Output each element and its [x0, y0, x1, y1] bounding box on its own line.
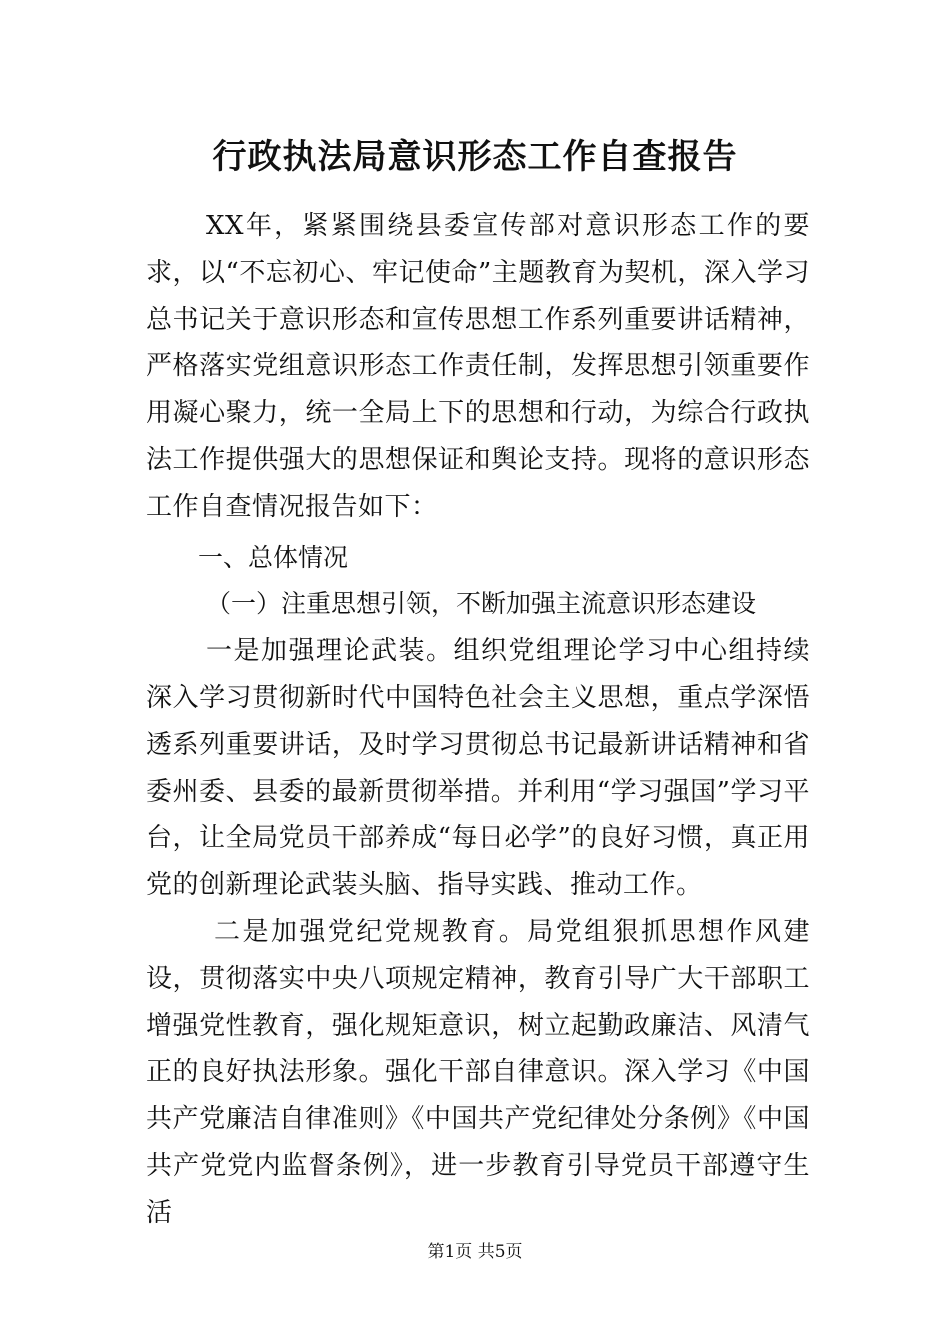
- section-heading: 一、总体情况: [198, 542, 349, 572]
- body-paragraph: 一是加强理论武装。组织党组理论学习中心组持续深入学习贯彻新时代中国特色社会主义思想，重点学深悟透系列重要讲话，及时学习贯彻总书记最新讲话精神和省委州委、县委的最新贯彻举措。并利用“学习强国”学习平台，让全局党员干部养成“每日必学”的良好习惯，真正用党的创新理论武装头脑、指导实践、推动工作。: [146, 636, 810, 901]
- document-body: [146, 203, 810, 1237]
- intro-paragraph: XX年，紧紧围绕县委宣传部对意识形态工作的要求，以“不忘初心、牢记使命”主题教育为契机，深入学习总书记关于意识形态和宣传思想工作系列重要讲话精神，严格落实党组意识形态工作责任制，发挥思想引领重要作用凝心聚力，统一全局上下的思想和行动，为综合行政执法工作提供强大的思想保证和舆论支持。现将的意识形态工作自查情况报告如下：: [146, 211, 810, 522]
- page-number-footer: 第1页 共5页: [427, 1242, 523, 1262]
- document-title: 行政执法局意识形态工作自查报告: [212, 137, 738, 177]
- subsection-heading: （一）注重思想引领，不断加强主流意识形态建设: [206, 589, 757, 619]
- body-paragraph: 二是加强党纪党规教育。局党组狠抓思想作风建设，贯彻落实中央八项规定精神，教育引导广大干部职工增强党性教育，强化规矩意识，树立起勤政廉洁、风清气正的良好执法形象。强化干部自律意识。深入学习《中国共产党廉洁自律准则》《中国共产党纪律处分条例》《中国共产党党内监督条例》，进一步教育引导党员干部遵守生活: [146, 916, 810, 1228]
